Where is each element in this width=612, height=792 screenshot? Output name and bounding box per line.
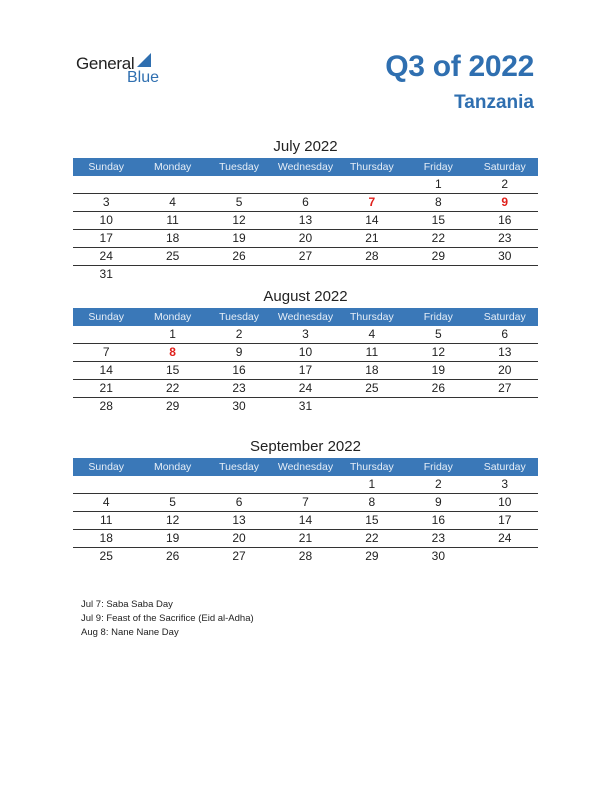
- day-cell: 9: [434, 495, 442, 509]
- day-cell: 8: [169, 345, 176, 359]
- day-cell: 10: [99, 213, 113, 227]
- day-cell: 21: [298, 531, 313, 545]
- weekday-label: Sunday: [88, 461, 125, 473]
- week-row: [73, 194, 538, 212]
- week-row: [73, 494, 538, 512]
- day-cell: [272, 176, 338, 193]
- week-row: [73, 212, 538, 230]
- logo-triangle-icon: [137, 53, 151, 67]
- week-row: [73, 248, 538, 266]
- day-cell: 6: [235, 495, 243, 509]
- day-cell: 3: [302, 327, 309, 341]
- day-cell: 15: [165, 363, 180, 377]
- day-cell: 15: [431, 213, 445, 227]
- day-cell: [73, 476, 139, 493]
- day-cell: 4: [102, 495, 110, 509]
- day-cell: 24: [298, 381, 313, 395]
- quarter-title: Q3 of 2022: [385, 50, 534, 83]
- week-row: [73, 530, 538, 548]
- day-cell: 9: [235, 345, 243, 359]
- day-cell: 25: [99, 549, 113, 563]
- holiday-note: Aug 8: Nane Nane Day: [81, 627, 179, 638]
- weekday-header: [73, 308, 538, 326]
- holiday-note: Jul 7: Saba Saba Day: [81, 599, 173, 610]
- weekday-label: Thursday: [350, 311, 394, 323]
- day-cell: 11: [99, 513, 113, 527]
- day-cell: 19: [431, 363, 445, 377]
- day-cell: 20: [232, 531, 246, 545]
- day-cell: 26: [165, 549, 180, 563]
- day-cell: 19: [232, 231, 246, 245]
- weekday-label: Friday: [423, 461, 453, 473]
- day-cell: 22: [165, 381, 180, 395]
- day-cell: 14: [99, 363, 113, 377]
- day-cell: 5: [235, 195, 243, 209]
- day-cell: 13: [232, 513, 246, 527]
- day-cell: 16: [498, 213, 512, 227]
- weekday-header: [73, 458, 538, 476]
- day-cell: [339, 176, 405, 193]
- day-cell: 15: [365, 513, 379, 527]
- day-cell: 14: [298, 513, 313, 527]
- day-cell: 1: [169, 327, 176, 341]
- day-cell: 4: [169, 195, 176, 209]
- day-cell: 29: [365, 549, 379, 563]
- day-cell: 16: [232, 363, 246, 377]
- weekday-label: Wednesday: [277, 311, 334, 323]
- day-cell: 27: [298, 249, 313, 263]
- day-cell: 3: [102, 195, 110, 209]
- day-cell: [206, 176, 272, 193]
- day-cell: 24: [99, 249, 113, 263]
- day-cell: 6: [501, 327, 509, 341]
- week-row: [73, 476, 538, 494]
- week-row: [73, 398, 538, 415]
- day-cell: 20: [298, 231, 313, 245]
- day-cell: 3: [501, 477, 509, 491]
- day-cell: 23: [232, 381, 246, 395]
- day-cell: 12: [431, 345, 445, 359]
- day-cell: 23: [498, 231, 512, 245]
- day-cell: 13: [498, 345, 512, 359]
- day-cell: [272, 266, 338, 283]
- day-cell: 7: [302, 495, 309, 509]
- day-cell: 7: [102, 345, 110, 359]
- month-title: September 2022: [250, 438, 361, 455]
- day-cell: 6: [302, 195, 309, 209]
- day-cell: 18: [365, 363, 379, 377]
- month-september: [73, 436, 538, 565]
- day-cell: 28: [99, 399, 113, 413]
- week-row: [73, 362, 538, 380]
- week-row: [73, 176, 538, 194]
- day-cell: 18: [99, 531, 113, 545]
- logo-blue-text: Blue: [127, 69, 160, 86]
- weekday-label: Friday: [423, 311, 453, 323]
- day-cell: [472, 266, 538, 283]
- week-row: [73, 230, 538, 248]
- day-cell: 1: [368, 477, 376, 491]
- day-cell: 21: [99, 381, 113, 395]
- day-cell: 20: [498, 363, 512, 377]
- day-cell: 13: [298, 213, 313, 227]
- weekday-label: Tuesday: [219, 161, 259, 173]
- day-cell: [139, 476, 205, 493]
- day-cell: [139, 266, 205, 283]
- day-cell: 30: [232, 399, 246, 413]
- day-cell: [139, 176, 205, 193]
- day-cell: 4: [368, 327, 376, 341]
- day-cell: 11: [166, 213, 179, 227]
- month-title: July 2022: [273, 138, 338, 155]
- day-cell: 10: [298, 345, 313, 359]
- day-cell: 18: [165, 231, 180, 245]
- day-cell: 27: [498, 381, 512, 395]
- day-cell: [472, 398, 538, 415]
- day-cell: 11: [365, 345, 379, 359]
- day-cell: 17: [498, 513, 512, 527]
- week-row: [73, 266, 538, 283]
- day-cell: 22: [365, 531, 379, 545]
- week-row: [73, 380, 538, 398]
- day-cell: 19: [165, 531, 180, 545]
- country-name: Tanzania: [454, 92, 534, 113]
- day-cell: 30: [498, 249, 512, 263]
- generalblue-logo: [75, 52, 175, 88]
- weekday-label: Saturday: [483, 311, 526, 323]
- day-cell: 25: [365, 381, 379, 395]
- day-cell: 8: [434, 195, 442, 209]
- logo-general-text: General: [76, 54, 135, 73]
- weekday-header: [73, 158, 538, 176]
- day-cell: 29: [431, 249, 445, 263]
- day-cell: 7: [368, 195, 376, 209]
- day-cell: 2: [235, 327, 243, 341]
- day-cell: 24: [498, 531, 512, 545]
- day-cell: 28: [298, 549, 313, 563]
- weekday-label: Friday: [423, 161, 453, 173]
- day-cell: 2: [434, 477, 442, 491]
- weekday-label: Sunday: [88, 311, 125, 323]
- day-cell: [206, 266, 272, 283]
- day-cell: 8: [368, 495, 376, 509]
- weekday-label: Wednesday: [277, 161, 334, 173]
- week-row: [73, 512, 538, 530]
- day-cell: [405, 266, 471, 283]
- weekday-label: Sunday: [88, 161, 125, 173]
- day-cell: 14: [365, 213, 379, 227]
- day-cell: 31: [99, 267, 113, 281]
- day-cell: 28: [365, 249, 379, 263]
- day-cell: 25: [165, 249, 180, 263]
- day-cell: 12: [232, 213, 246, 227]
- weekday-label: Monday: [153, 161, 192, 173]
- day-cell: 5: [434, 327, 442, 341]
- day-cell: 17: [99, 231, 113, 245]
- day-cell: [405, 398, 471, 415]
- day-cell: 1: [434, 177, 442, 191]
- weekday-label: Saturday: [483, 461, 526, 473]
- day-cell: 27: [232, 549, 246, 563]
- week-row: [73, 326, 538, 344]
- month-august: [73, 286, 538, 415]
- weekday-label: Tuesday: [219, 311, 259, 323]
- month-july: [73, 136, 538, 283]
- day-cell: [339, 266, 405, 283]
- weekday-label: Tuesday: [219, 461, 259, 473]
- day-cell: [472, 548, 538, 565]
- holiday-notes: [81, 598, 254, 640]
- day-cell: 12: [165, 513, 180, 527]
- week-row: [73, 548, 538, 565]
- day-cell: 26: [431, 381, 445, 395]
- weekday-label: Thursday: [350, 161, 394, 173]
- day-cell: 23: [431, 531, 445, 545]
- month-title: August 2022: [263, 288, 348, 305]
- day-cell: [206, 476, 272, 493]
- day-cell: 9: [501, 195, 509, 209]
- day-cell: 16: [431, 513, 445, 527]
- weekday-label: Saturday: [483, 161, 526, 173]
- day-cell: 26: [232, 249, 246, 263]
- day-cell: 2: [501, 177, 509, 191]
- day-cell: 30: [431, 549, 445, 563]
- day-cell: 29: [165, 399, 180, 413]
- day-cell: 21: [365, 231, 379, 245]
- weekday-label: Thursday: [350, 461, 394, 473]
- day-cell: 31: [298, 399, 313, 413]
- day-cell: [73, 326, 139, 343]
- day-cell: [73, 176, 139, 193]
- week-row: [73, 344, 538, 362]
- weekday-label: Wednesday: [277, 461, 334, 473]
- weekday-label: Monday: [153, 311, 192, 323]
- day-cell: 5: [169, 495, 176, 509]
- weekday-label: Monday: [153, 461, 192, 473]
- day-cell: 17: [298, 363, 313, 377]
- day-cell: [272, 476, 338, 493]
- day-cell: 10: [498, 495, 512, 509]
- day-cell: 22: [431, 231, 445, 245]
- holiday-note: Jul 9: Feast of the Sacrifice (Eid al-Adha): [81, 613, 254, 624]
- day-cell: [339, 398, 405, 415]
